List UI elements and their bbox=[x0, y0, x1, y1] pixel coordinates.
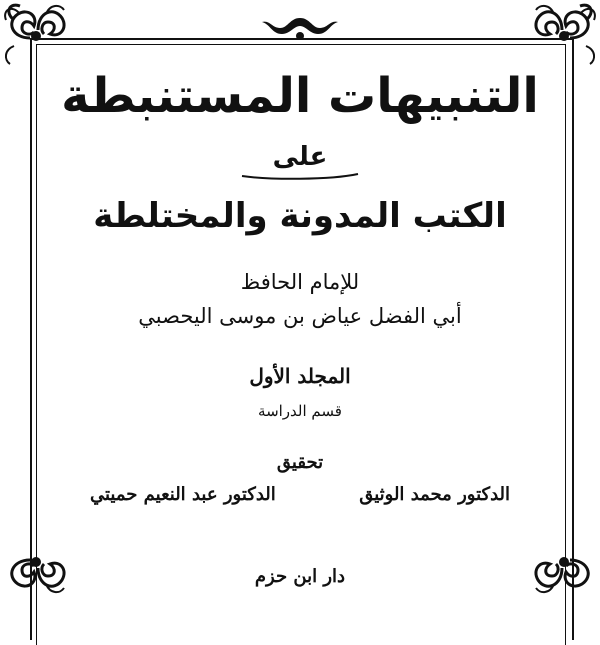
book-title: التنبيهات المستنبطة bbox=[61, 68, 539, 124]
editors-row bbox=[60, 484, 540, 505]
editor-name: الدكتور عبد النعيم حميتي bbox=[90, 484, 276, 505]
author-name: أبي الفضل عياض بن موسى اليحصبي bbox=[138, 304, 462, 328]
connector-flourish bbox=[240, 172, 360, 180]
editing-label: تحقيق bbox=[276, 452, 324, 473]
editor-name: الدكتور محمد الوثيق bbox=[359, 484, 510, 505]
volume-label: المجلد الأول bbox=[249, 364, 351, 388]
author-prefix: للإمام الحافظ bbox=[240, 270, 360, 294]
frame-inner-border bbox=[36, 44, 566, 645]
book-subtitle: الكتب المدونة والمختلطة bbox=[93, 196, 507, 236]
section-label: قسم الدراسة bbox=[258, 402, 342, 420]
publisher-name: دار ابن حزم bbox=[254, 566, 346, 587]
title-connector: على bbox=[272, 142, 328, 172]
top-ornament-icon bbox=[250, 14, 350, 44]
